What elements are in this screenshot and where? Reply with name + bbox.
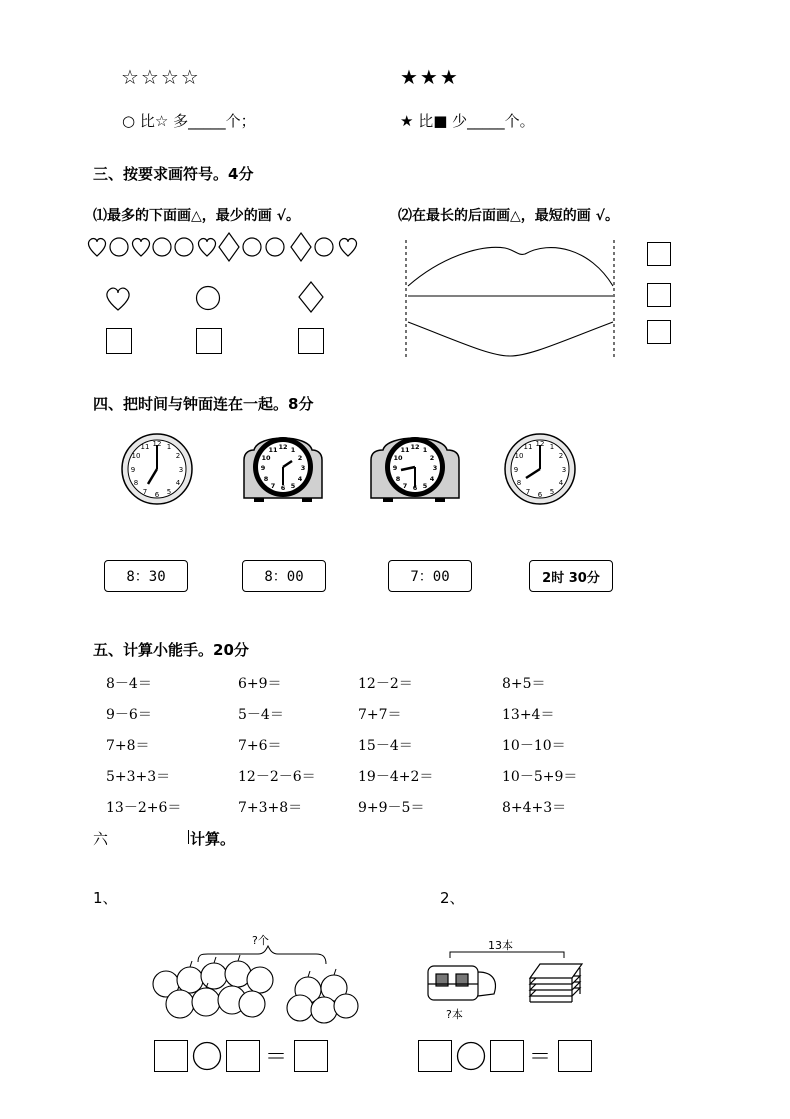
svg-text:10: 10 — [393, 454, 403, 462]
equation-box[interactable] — [490, 1040, 524, 1072]
calc-item: 9+9－5＝ — [358, 800, 425, 816]
time-box-2[interactable]: 8：00 — [242, 560, 326, 592]
svg-text:4: 4 — [558, 479, 564, 487]
books-total-label: 13本 — [488, 939, 513, 952]
svg-text:6: 6 — [537, 491, 543, 499]
section5-title: 五、计算小能手。20分 — [93, 641, 249, 659]
apples-total-label: ?个 — [252, 934, 269, 947]
calc-item: 10－5+9＝ — [502, 769, 578, 785]
svg-text:2: 2 — [297, 454, 303, 462]
svg-text:9: 9 — [260, 464, 266, 472]
svg-text:12: 12 — [152, 440, 162, 448]
svg-text:12: 12 — [535, 440, 545, 448]
svg-text:9: 9 — [130, 466, 136, 474]
svg-text:2: 2 — [558, 452, 564, 460]
svg-text:3: 3 — [432, 464, 438, 472]
circle-shape — [266, 238, 284, 256]
problem2-label: 2、 — [440, 889, 465, 907]
calc-item: 13+4＝ — [502, 707, 555, 723]
time-box-3[interactable]: 7：00 — [388, 560, 472, 592]
answer-box-diamond[interactable] — [298, 328, 324, 354]
diamond-legend-icon — [298, 281, 324, 313]
books-picture — [422, 944, 592, 1008]
equals-sign: ＝ — [265, 1045, 288, 1070]
desk-clock-2 — [240, 430, 326, 504]
heart-shape — [339, 239, 356, 256]
svg-text:8: 8 — [516, 479, 522, 487]
answer-box-circle[interactable] — [196, 328, 222, 354]
svg-text:6: 6 — [412, 484, 418, 492]
calc-item: 10－10＝ — [502, 738, 566, 754]
equation-box[interactable] — [154, 1040, 188, 1072]
calc-item: 7+7＝ — [358, 707, 402, 723]
heart-legend-icon — [104, 286, 132, 312]
svg-text:1: 1 — [290, 446, 296, 454]
svg-text:11: 11 — [400, 446, 410, 454]
filled-stars-row: ★★★ — [400, 65, 460, 89]
svg-text:11: 11 — [523, 443, 533, 451]
calc-item: 13－2+6＝ — [106, 800, 182, 816]
svg-text:3: 3 — [178, 466, 184, 474]
circle-shape — [153, 238, 171, 256]
svg-text:5: 5 — [549, 488, 555, 496]
calc-item: 5－4＝ — [238, 707, 284, 723]
time-box-1[interactable]: 8：30 — [104, 560, 188, 592]
total-brace — [450, 952, 564, 958]
calc-item: 5+3+3＝ — [106, 769, 171, 785]
calc-item: 9－6＝ — [106, 707, 152, 723]
shapes-sequence — [86, 232, 366, 264]
svg-text:1: 1 — [549, 443, 555, 451]
svg-text:10: 10 — [131, 452, 141, 460]
section6-title-right: 计算。 — [190, 830, 236, 848]
calc-item: 8+5＝ — [502, 676, 546, 692]
circle-shape — [110, 238, 128, 256]
svg-text:11: 11 — [140, 443, 150, 451]
bag-unknown-label: ?本 — [446, 1008, 463, 1021]
apples-picture — [140, 944, 360, 1024]
calc-item: 6+9＝ — [238, 676, 282, 692]
calc-item: 8+4+3＝ — [502, 800, 567, 816]
svg-text:8: 8 — [395, 475, 401, 483]
round-clock-1 — [120, 432, 194, 506]
svg-text:7: 7 — [525, 488, 531, 496]
svg-text:2: 2 — [175, 452, 181, 460]
svg-text:7: 7 — [402, 482, 408, 490]
svg-text:1: 1 — [422, 446, 428, 454]
svg-text:5: 5 — [166, 488, 172, 496]
equation-box[interactable] — [418, 1040, 452, 1072]
problem1-label: 1、 — [93, 889, 118, 907]
calc-item: 12－2＝ — [358, 676, 413, 692]
svg-text:3: 3 — [561, 466, 567, 474]
calc-item: 7+3+8＝ — [238, 800, 303, 816]
svg-text:12: 12 — [278, 443, 288, 451]
calc-item: 8－4＝ — [106, 676, 152, 692]
lines-comparison-figure — [400, 238, 620, 362]
equation-box[interactable] — [558, 1040, 592, 1072]
compare-question-right: ★ 比■ 少_____个。 — [400, 112, 535, 130]
time-box-4[interactable]: 2时 30分 — [529, 560, 613, 592]
svg-text:5: 5 — [290, 482, 296, 490]
svg-text:11: 11 — [268, 446, 278, 454]
desk-clock-3 — [367, 430, 463, 504]
diamond-shape — [291, 233, 311, 261]
equation-box[interactable] — [226, 1040, 260, 1072]
svg-text:8: 8 — [133, 479, 139, 487]
section6-title-left: 六 — [93, 830, 109, 848]
compare-question-left: ○ 比☆ 多_____个； — [122, 112, 256, 130]
equals-sign: ＝ — [529, 1045, 552, 1070]
svg-text:10: 10 — [261, 454, 271, 462]
curved-line — [408, 322, 613, 356]
answer-box-line1[interactable] — [647, 242, 671, 266]
svg-text:2: 2 — [429, 454, 435, 462]
svg-text:8: 8 — [263, 475, 269, 483]
svg-text:10: 10 — [514, 452, 524, 460]
svg-text:4: 4 — [429, 475, 435, 483]
circle-legend-icon — [195, 285, 221, 311]
svg-text:4: 4 — [175, 479, 181, 487]
heart-shape — [132, 239, 149, 256]
books-stack-drawing — [530, 964, 582, 1002]
section3-question2: ⑵在最长的后面画△，最短的画 √。 — [398, 208, 619, 224]
calc-item: 19－4+2＝ — [358, 769, 434, 785]
answer-box-heart[interactable] — [106, 328, 132, 354]
total-brace — [198, 946, 326, 964]
section3-title: 三、按要求画符号。4分 — [93, 165, 254, 183]
schoolbag-drawing — [428, 966, 495, 1000]
heart-shape — [198, 239, 215, 256]
answer-box-line3[interactable] — [647, 320, 671, 344]
operator-circle[interactable] — [192, 1041, 222, 1071]
svg-text:3: 3 — [300, 464, 306, 472]
calc-item: 12－2－6＝ — [238, 769, 316, 785]
svg-text:1: 1 — [166, 443, 172, 451]
calc-item: 15－4＝ — [358, 738, 413, 754]
svg-text:4: 4 — [297, 475, 303, 483]
diamond-shape — [219, 233, 239, 261]
operator-circle[interactable] — [456, 1041, 486, 1071]
section3-question1: ⑴最多的下面画△，最少的画 √。 — [93, 208, 300, 224]
svg-text:12: 12 — [410, 443, 420, 451]
answer-box-line2[interactable] — [647, 283, 671, 307]
svg-text:5: 5 — [422, 482, 428, 490]
circle-shape — [243, 238, 261, 256]
svg-text:6: 6 — [280, 484, 286, 492]
svg-text:7: 7 — [142, 488, 148, 496]
svg-text:9: 9 — [392, 464, 398, 472]
round-clock-4 — [503, 432, 577, 506]
circle-shape — [315, 238, 333, 256]
circle-shape — [175, 238, 193, 256]
section4-title: 四、把时间与钟面连在一起。8分 — [93, 395, 314, 413]
svg-text:6: 6 — [154, 491, 160, 499]
calc-item: 7+8＝ — [106, 738, 150, 754]
wavy-line — [408, 247, 613, 286]
hollow-stars-row: ☆☆☆☆ — [121, 65, 201, 89]
heart-shape — [88, 239, 105, 256]
equation-box[interactable] — [294, 1040, 328, 1072]
calc-item: 7+6＝ — [238, 738, 282, 754]
svg-text:7: 7 — [270, 482, 276, 490]
svg-text:9: 9 — [513, 466, 519, 474]
